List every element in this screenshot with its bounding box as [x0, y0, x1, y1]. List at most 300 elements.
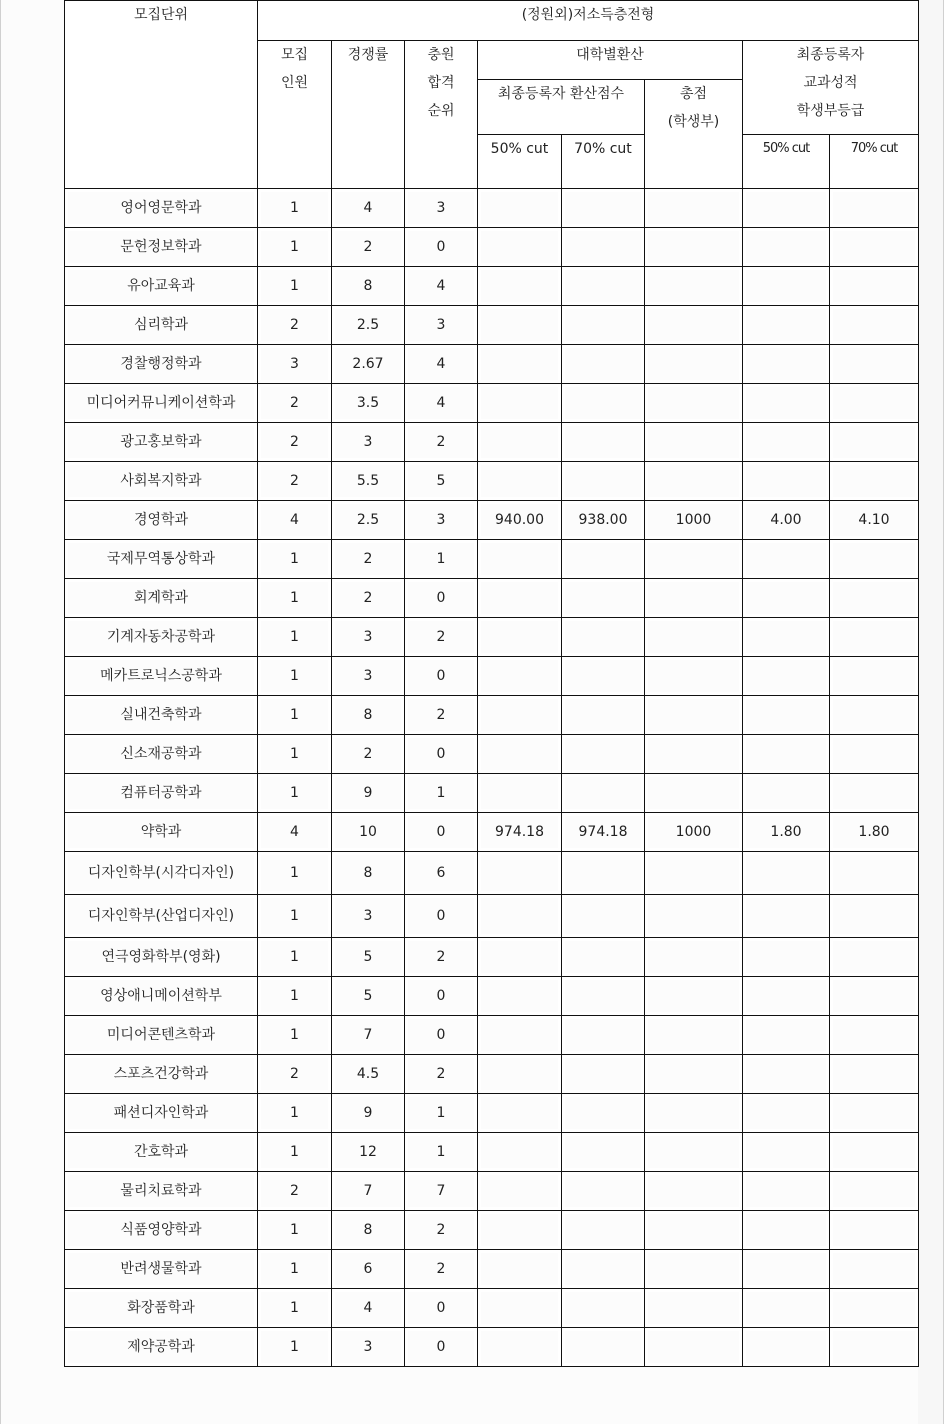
table-row — [65, 306, 919, 345]
cell-department: 영상애니메이션학부 — [65, 977, 258, 1016]
cell-grade-cut70 — [830, 345, 919, 384]
header-final-grade — [743, 41, 919, 135]
table-row — [65, 1055, 919, 1094]
cell-quota: 1 — [258, 895, 332, 938]
cell-score-cut50 — [478, 540, 562, 579]
table-row — [65, 774, 919, 813]
cell-score-cut50 — [478, 977, 562, 1016]
cell-grade-cut50 — [743, 384, 830, 423]
cell-grade-cut50: 4.00 — [743, 501, 830, 540]
cell-department: 국제무역통상학과 — [65, 540, 258, 579]
cell-total-score — [645, 735, 743, 774]
cell-score-cut70 — [562, 540, 645, 579]
cell-total-score — [645, 618, 743, 657]
cell-grade-cut70 — [830, 774, 919, 813]
cell-score-cut70 — [562, 696, 645, 735]
cell-score-cut50 — [478, 1016, 562, 1055]
cell-grade-cut70 — [830, 1328, 919, 1367]
cell-department: 디자인학부(시각디자인) — [65, 852, 258, 895]
table-row — [65, 462, 919, 501]
cell-grade-cut50 — [743, 1172, 830, 1211]
cell-score-cut50 — [478, 618, 562, 657]
table-row — [65, 1289, 919, 1328]
cell-score-cut70 — [562, 306, 645, 345]
cell-waitlist-rank: 1 — [405, 540, 478, 579]
cell-score-cut50 — [478, 1328, 562, 1367]
cell-department: 문헌정보학과 — [65, 228, 258, 267]
cell-grade-cut50 — [743, 852, 830, 895]
cell-score-cut50 — [478, 1250, 562, 1289]
cell-score-cut70 — [562, 1328, 645, 1367]
cell-competition-rate: 2 — [332, 540, 405, 579]
header-waitlist-line2: 합격 — [427, 75, 455, 91]
table-row — [65, 618, 919, 657]
cell-department: 유아교육과 — [65, 267, 258, 306]
table-row — [65, 267, 919, 306]
cell-total-score — [645, 938, 743, 977]
cell-department: 경영학과 — [65, 501, 258, 540]
cell-grade-cut70 — [830, 1016, 919, 1055]
cell-grade-cut70 — [830, 306, 919, 345]
cell-competition-rate: 3.5 — [332, 384, 405, 423]
cell-quota: 4 — [258, 813, 332, 852]
cell-grade-cut70 — [830, 267, 919, 306]
cell-score-cut70 — [562, 1133, 645, 1172]
cell-total-score — [645, 1289, 743, 1328]
cell-department: 심리학과 — [65, 306, 258, 345]
table-row — [65, 1211, 919, 1250]
cell-grade-cut50 — [743, 228, 830, 267]
cell-competition-rate: 5 — [332, 938, 405, 977]
cell-grade-cut50 — [743, 1211, 830, 1250]
cell-waitlist-rank: 0 — [405, 735, 478, 774]
cell-grade-cut50 — [743, 657, 830, 696]
cell-department: 실내건축학과 — [65, 696, 258, 735]
cell-score-cut50 — [478, 1055, 562, 1094]
cell-quota: 1 — [258, 1016, 332, 1055]
table-row — [65, 813, 919, 852]
cell-score-cut50 — [478, 189, 562, 228]
cell-waitlist-rank: 0 — [405, 1328, 478, 1367]
cell-total-score — [645, 384, 743, 423]
cell-score-cut50 — [478, 1133, 562, 1172]
cell-quota: 1 — [258, 852, 332, 895]
header-competition-rate: 경쟁률 — [332, 41, 405, 189]
cell-competition-rate: 4 — [332, 189, 405, 228]
cell-competition-rate: 7 — [332, 1172, 405, 1211]
cell-score-cut50 — [478, 579, 562, 618]
cell-grade-cut50 — [743, 977, 830, 1016]
cell-quota: 1 — [258, 657, 332, 696]
cell-competition-rate: 7 — [332, 1016, 405, 1055]
cell-score-cut70 — [562, 228, 645, 267]
cell-competition-rate: 8 — [332, 852, 405, 895]
table-row — [65, 384, 919, 423]
cell-department: 디자인학부(산업디자인) — [65, 895, 258, 938]
cell-total-score — [645, 1094, 743, 1133]
cell-total-score — [645, 345, 743, 384]
cell-grade-cut50 — [743, 1250, 830, 1289]
cell-quota: 1 — [258, 1211, 332, 1250]
cell-quota: 1 — [258, 1094, 332, 1133]
cell-quota: 4 — [258, 501, 332, 540]
cell-competition-rate: 8 — [332, 696, 405, 735]
cell-waitlist-rank: 2 — [405, 618, 478, 657]
table-row — [65, 1016, 919, 1055]
cell-score-cut50 — [478, 1172, 562, 1211]
header-grade-cut50: 50% cut — [743, 135, 830, 189]
cell-waitlist-rank: 2 — [405, 1250, 478, 1289]
cell-score-cut50 — [478, 267, 562, 306]
cell-quota: 1 — [258, 977, 332, 1016]
cell-score-cut50 — [478, 895, 562, 938]
cell-waitlist-rank: 7 — [405, 1172, 478, 1211]
header-grade-line1: 최종등록자 — [796, 47, 865, 63]
cell-score-cut70 — [562, 1016, 645, 1055]
cell-score-cut70 — [562, 1094, 645, 1133]
cell-competition-rate: 10 — [332, 813, 405, 852]
cell-competition-rate: 3 — [332, 618, 405, 657]
cell-total-score — [645, 852, 743, 895]
table-row — [65, 423, 919, 462]
cell-waitlist-rank: 0 — [405, 813, 478, 852]
cell-competition-rate: 12 — [332, 1133, 405, 1172]
table-row — [65, 977, 919, 1016]
header-univ-conversion: 대학별환산 — [478, 41, 743, 80]
cell-score-cut70 — [562, 852, 645, 895]
cell-department: 사회복지학과 — [65, 462, 258, 501]
cell-department: 기계자동차공학과 — [65, 618, 258, 657]
cell-waitlist-rank: 4 — [405, 345, 478, 384]
cell-total-score — [645, 306, 743, 345]
cell-waitlist-rank: 3 — [405, 189, 478, 228]
cell-grade-cut70 — [830, 1094, 919, 1133]
header-quota — [258, 41, 332, 189]
cell-total-score — [645, 774, 743, 813]
cell-waitlist-rank: 4 — [405, 384, 478, 423]
cell-department: 메카트로닉스공학과 — [65, 657, 258, 696]
cell-competition-rate: 4.5 — [332, 1055, 405, 1094]
cell-score-cut50 — [478, 1211, 562, 1250]
cell-grade-cut70 — [830, 895, 919, 938]
header-total-line1: 총점 — [679, 86, 708, 102]
cell-score-cut50 — [478, 696, 562, 735]
cell-quota: 1 — [258, 774, 332, 813]
page-right-margin — [918, 0, 943, 1424]
cell-total-score — [645, 228, 743, 267]
cell-quota: 1 — [258, 540, 332, 579]
cell-waitlist-rank: 4 — [405, 267, 478, 306]
cell-grade-cut50 — [743, 895, 830, 938]
cell-competition-rate: 5.5 — [332, 462, 405, 501]
cell-grade-cut70 — [830, 1055, 919, 1094]
cell-score-cut50 — [478, 228, 562, 267]
table-row — [65, 735, 919, 774]
cell-competition-rate: 3 — [332, 1328, 405, 1367]
cell-score-cut50 — [478, 384, 562, 423]
cell-score-cut70 — [562, 579, 645, 618]
cell-waitlist-rank: 0 — [405, 1289, 478, 1328]
cell-total-score — [645, 1055, 743, 1094]
table-row — [65, 1250, 919, 1289]
cell-score-cut50 — [478, 1289, 562, 1328]
header-grade-cut70: 70% cut — [830, 135, 919, 189]
cell-waitlist-rank: 1 — [405, 774, 478, 813]
header-waitlist-rank — [405, 41, 478, 189]
cell-waitlist-rank: 0 — [405, 895, 478, 938]
cell-quota: 1 — [258, 938, 332, 977]
cell-grade-cut70: 4.10 — [830, 501, 919, 540]
cell-department: 물리치료학과 — [65, 1172, 258, 1211]
cell-score-cut70 — [562, 345, 645, 384]
cell-grade-cut50 — [743, 1133, 830, 1172]
cell-quota: 2 — [258, 384, 332, 423]
cell-competition-rate: 2 — [332, 228, 405, 267]
cell-competition-rate: 8 — [332, 267, 405, 306]
header-score-cut70: 70% cut — [562, 135, 645, 189]
cell-quota: 1 — [258, 1289, 332, 1328]
cell-waitlist-rank: 6 — [405, 852, 478, 895]
cell-score-cut50 — [478, 1094, 562, 1133]
cell-quota: 2 — [258, 1055, 332, 1094]
cell-score-cut70 — [562, 1172, 645, 1211]
cell-grade-cut50 — [743, 423, 830, 462]
cell-competition-rate: 8 — [332, 1211, 405, 1250]
cell-grade-cut50 — [743, 540, 830, 579]
cell-quota: 1 — [258, 1133, 332, 1172]
cell-score-cut50: 940.00 — [478, 501, 562, 540]
cell-waitlist-rank: 3 — [405, 306, 478, 345]
cell-total-score — [645, 189, 743, 228]
table-row — [65, 696, 919, 735]
cell-grade-cut70 — [830, 977, 919, 1016]
cell-grade-cut50: 1.80 — [743, 813, 830, 852]
cell-competition-rate: 9 — [332, 1094, 405, 1133]
cell-grade-cut70 — [830, 384, 919, 423]
admission-results-table — [64, 0, 919, 1367]
header-quota-line2: 인원 — [280, 75, 309, 91]
cell-department: 광고홍보학과 — [65, 423, 258, 462]
cell-score-cut70 — [562, 384, 645, 423]
cell-total-score — [645, 1250, 743, 1289]
cell-competition-rate: 2 — [332, 735, 405, 774]
cell-quota: 2 — [258, 1172, 332, 1211]
cell-quota: 2 — [258, 306, 332, 345]
cell-score-cut50: 974.18 — [478, 813, 562, 852]
cell-quota: 1 — [258, 1250, 332, 1289]
header-grade-line3: 학생부등급 — [796, 103, 865, 119]
cell-competition-rate: 2.5 — [332, 501, 405, 540]
cell-quota: 1 — [258, 735, 332, 774]
cell-score-cut50 — [478, 657, 562, 696]
cell-score-cut50 — [478, 345, 562, 384]
cell-quota: 1 — [258, 618, 332, 657]
header-waitlist-line1: 충원 — [427, 47, 455, 63]
cell-total-score — [645, 657, 743, 696]
cell-competition-rate: 2 — [332, 579, 405, 618]
cell-quota: 1 — [258, 696, 332, 735]
cell-score-cut50 — [478, 735, 562, 774]
cell-grade-cut70 — [830, 1172, 919, 1211]
cell-waitlist-rank: 2 — [405, 696, 478, 735]
cell-department: 연극영화학부(영화) — [65, 938, 258, 977]
cell-grade-cut70 — [830, 696, 919, 735]
cell-total-score — [645, 977, 743, 1016]
cell-total-score — [645, 423, 743, 462]
cell-grade-cut70: 1.80 — [830, 813, 919, 852]
cell-grade-cut70 — [830, 1289, 919, 1328]
header-total-line2: (학생부) — [667, 114, 720, 130]
cell-department: 회계학과 — [65, 579, 258, 618]
table-row — [65, 938, 919, 977]
cell-grade-cut50 — [743, 267, 830, 306]
cell-waitlist-rank: 1 — [405, 1094, 478, 1133]
table-row — [65, 579, 919, 618]
cell-grade-cut70 — [830, 1250, 919, 1289]
table-row — [65, 852, 919, 895]
cell-total-score — [645, 1328, 743, 1367]
cell-total-score — [645, 267, 743, 306]
cell-grade-cut50 — [743, 735, 830, 774]
cell-waitlist-rank: 2 — [405, 423, 478, 462]
cell-competition-rate: 6 — [332, 1250, 405, 1289]
header-grade-line2: 교과성적 — [803, 75, 858, 91]
cell-total-score: 1000 — [645, 813, 743, 852]
cell-department: 반려생물학과 — [65, 1250, 258, 1289]
table-row — [65, 345, 919, 384]
cell-score-cut50 — [478, 462, 562, 501]
cell-grade-cut50 — [743, 1055, 830, 1094]
table-row — [65, 895, 919, 938]
cell-grade-cut50 — [743, 306, 830, 345]
table-row — [65, 1094, 919, 1133]
header-waitlist-line3: 순위 — [427, 103, 455, 119]
cell-total-score — [645, 895, 743, 938]
header-quota-line1: 모집 — [280, 47, 309, 63]
cell-grade-cut50 — [743, 1289, 830, 1328]
cell-waitlist-rank: 1 — [405, 1133, 478, 1172]
cell-total-score — [645, 579, 743, 618]
cell-grade-cut50 — [743, 462, 830, 501]
cell-grade-cut50 — [743, 938, 830, 977]
table-row — [65, 657, 919, 696]
cell-quota: 1 — [258, 267, 332, 306]
cell-grade-cut70 — [830, 228, 919, 267]
table-body — [65, 189, 919, 1367]
cell-grade-cut50 — [743, 1016, 830, 1055]
cell-department: 제약공학과 — [65, 1328, 258, 1367]
cell-total-score — [645, 462, 743, 501]
table-row — [65, 1172, 919, 1211]
cell-grade-cut50 — [743, 618, 830, 657]
cell-department: 스포츠건강학과 — [65, 1055, 258, 1094]
cell-total-score — [645, 1172, 743, 1211]
cell-waitlist-rank: 0 — [405, 657, 478, 696]
cell-competition-rate: 4 — [332, 1289, 405, 1328]
cell-score-cut70 — [562, 1211, 645, 1250]
table-row — [65, 1328, 919, 1367]
cell-score-cut50 — [478, 938, 562, 977]
header-track-title: (정원외)저소득층전형 — [258, 1, 919, 41]
cell-score-cut50 — [478, 774, 562, 813]
cell-grade-cut70 — [830, 618, 919, 657]
cell-grade-cut50 — [743, 579, 830, 618]
cell-competition-rate: 3 — [332, 657, 405, 696]
table-row — [65, 189, 919, 228]
cell-grade-cut50 — [743, 345, 830, 384]
cell-score-cut70 — [562, 618, 645, 657]
cell-grade-cut70 — [830, 189, 919, 228]
cell-department: 식품영양학과 — [65, 1211, 258, 1250]
cell-quota: 3 — [258, 345, 332, 384]
cell-score-cut70 — [562, 267, 645, 306]
header-unit: 모집단위 — [65, 1, 258, 189]
cell-department: 컴퓨터공학과 — [65, 774, 258, 813]
cell-department: 미디어커뮤니케이션학과 — [65, 384, 258, 423]
cell-score-cut70 — [562, 657, 645, 696]
cell-department: 패션디자인학과 — [65, 1094, 258, 1133]
cell-score-cut70 — [562, 1250, 645, 1289]
table-row — [65, 540, 919, 579]
cell-grade-cut70 — [830, 540, 919, 579]
cell-grade-cut70 — [830, 579, 919, 618]
cell-score-cut50 — [478, 852, 562, 895]
cell-competition-rate: 2.5 — [332, 306, 405, 345]
header-final-converted-score: 최종등록자 환산점수 — [478, 80, 645, 135]
cell-score-cut50 — [478, 423, 562, 462]
cell-score-cut70 — [562, 423, 645, 462]
cell-grade-cut50 — [743, 774, 830, 813]
cell-grade-cut70 — [830, 423, 919, 462]
cell-grade-cut70 — [830, 1211, 919, 1250]
cell-waitlist-rank: 0 — [405, 977, 478, 1016]
cell-competition-rate: 9 — [332, 774, 405, 813]
cell-grade-cut50 — [743, 189, 830, 228]
table-row — [65, 228, 919, 267]
cell-quota: 1 — [258, 579, 332, 618]
cell-quota: 1 — [258, 1328, 332, 1367]
cell-score-cut70: 974.18 — [562, 813, 645, 852]
cell-department: 간호학과 — [65, 1133, 258, 1172]
cell-score-cut70 — [562, 735, 645, 774]
cell-waitlist-rank: 0 — [405, 1016, 478, 1055]
cell-total-score — [645, 540, 743, 579]
cell-quota: 2 — [258, 462, 332, 501]
cell-waitlist-rank: 0 — [405, 228, 478, 267]
cell-waitlist-rank: 2 — [405, 1211, 478, 1250]
cell-grade-cut70 — [830, 462, 919, 501]
cell-department: 화장품학과 — [65, 1289, 258, 1328]
cell-score-cut70 — [562, 1055, 645, 1094]
cell-quota: 1 — [258, 228, 332, 267]
cell-score-cut70 — [562, 977, 645, 1016]
header-score-cut50: 50% cut — [478, 135, 562, 189]
cell-competition-rate: 2.67 — [332, 345, 405, 384]
cell-grade-cut50 — [743, 1328, 830, 1367]
cell-score-cut70 — [562, 895, 645, 938]
header-total-score — [645, 80, 743, 189]
cell-waitlist-rank: 0 — [405, 579, 478, 618]
cell-total-score — [645, 1133, 743, 1172]
cell-waitlist-rank: 3 — [405, 501, 478, 540]
page-left-edge — [0, 0, 1, 1424]
cell-grade-cut50 — [743, 1094, 830, 1133]
cell-grade-cut50 — [743, 696, 830, 735]
cell-grade-cut70 — [830, 735, 919, 774]
cell-waitlist-rank: 2 — [405, 938, 478, 977]
cell-competition-rate: 3 — [332, 423, 405, 462]
cell-department: 미디어콘텐츠학과 — [65, 1016, 258, 1055]
